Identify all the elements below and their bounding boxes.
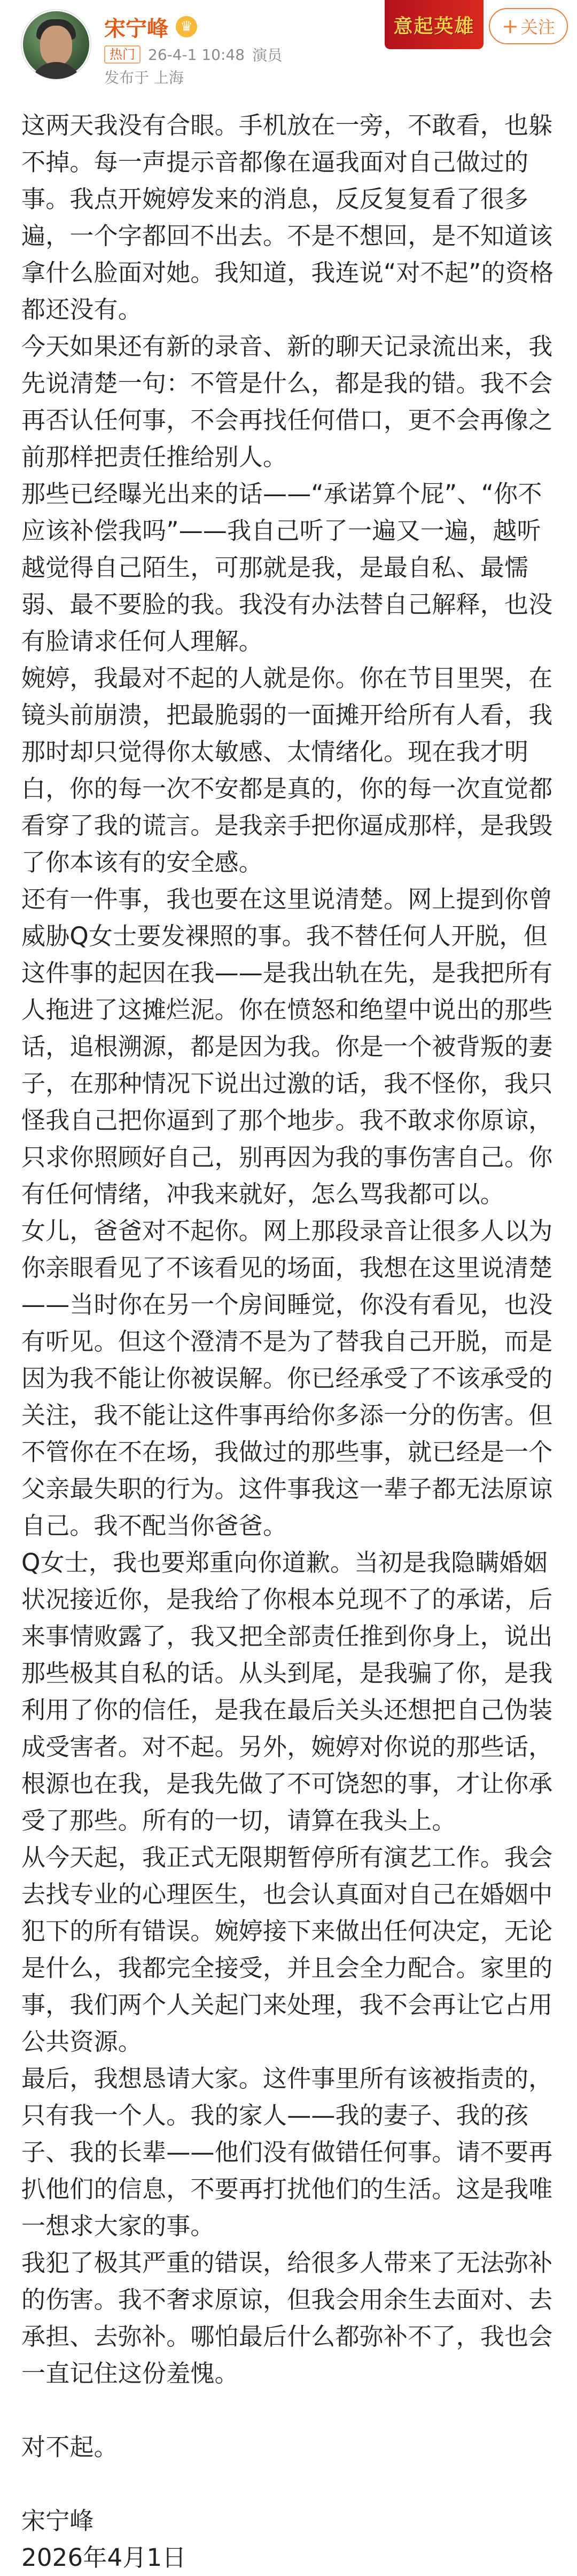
post-paragraph: 最后，我想恳请大家。这件事里所有该被指责的，只有我一个人。我的家人——我的妻子、我的孩子、我的长辈——他们没有做错任何事。请不要再扒他们的信息，不要再打扰他们的生活。这是我唯一想求大家的事。: [21, 2064, 553, 2240]
author-name-row: [104, 11, 197, 43]
follow-button[interactable]: [489, 8, 568, 44]
post-closing: 对不起。: [21, 2433, 118, 2461]
follow-button-label: 关注: [520, 17, 555, 37]
post-paragraph: 我犯了极其严重的错误，给很多人带来了无法弥补的伤害。我不奢求原谅，但我会用余生去面对、去承担、去弥补。哪怕最后什么都弥补不了，我也会一直记住这份羞愧。: [21, 2249, 553, 2387]
post-paragraph: Q女士，我也要郑重向你道歉。当初是我隐瞒婚姻状况接近你，是我给了你根本兑现不了的承诺，后来事情败露了，我又把全部责任推到你身上，说出那些极其自私的话。从头到尾，是我骗了你，是我利用了你的信任，是我在最后关头还想把自己伪装成受害者。对不起。另外，婉婷对你说的那些话，根源也在我，是我先做了不可饶恕的事，才让你承受了那些。所有的一切，请算在我头上。: [21, 1548, 553, 1835]
post-paragraph: 从今天起，我正式无限期暂停所有演艺工作。我会去找专业的心理医生，也会认真面对自己在婚姻中犯下的所有错误。婉婷接下来做出任何决定，无论是什么，我都完全接受，并且会全力配合。家里的事，我们两个人关起门来处理，我不会再让它占用公共资源。: [21, 1843, 553, 2056]
post-paragraph: 今天如果还有新的录音、新的聊天记录流出来，我先说清楚一句：不管是什么，都是我的错。我不会再否认任何事，不会再找任何借口，更不会再像之前那样把责任推给别人。: [21, 332, 553, 471]
author-role: 演员: [252, 46, 283, 64]
post-paragraph: 这两天我没有合眼。手机放在一旁，不敢看，也躲不掉。每一声提示音都像在逼我面对自己做过的事。我点开婉婷发来的消息，反反复复看了很多遍，一个字都回不出去。不是不想回，是不知道该拿什么脸面对她。我知道，我连说“对不起”的资格都还没有。: [21, 111, 554, 324]
post-location-row: [104, 66, 184, 88]
post-timestamp: 26-4-1 10:48: [148, 45, 245, 64]
avatar-body: [29, 62, 83, 79]
post-location: 发布于 上海: [104, 69, 184, 87]
post-body: [21, 107, 561, 2576]
author-name[interactable]: 宋宁峰: [104, 16, 168, 41]
post-paragraph: 婉婷，我最对不起的人就是你。你在节目里哭，在镜头前崩溃，把最脆弱的一面摊开给所有人看，我那时却只觉得你太敏感、太情绪化。现在我才明白，你的每一次不安都是真的，你的每一次直觉都看穿了我的谎言。是我亲手把你逼成那样，是我毁了你本该有的安全感。: [21, 664, 553, 876]
post-header: [0, 0, 577, 93]
spacer: [21, 2465, 561, 2502]
hot-badge: 热门: [104, 45, 141, 64]
post-paragraph: 还有一件事，我也要在这里说清楚。网上提到你曾威胁Q女士要发裸照的事。我不替任何人开脱，但这件事的起因在我——是我出轨在先，是我把所有人拖进了这摊烂泥。你在愤怒和绝望中说出的那些话，追根溯源，都是因为我。你是一个被背叛的妻子，在那种情况下说出过激的话，我不怪你，我只怪我自己把你逼到了那个地步。我不敢求你原谅，只求你照顾好自己，别再因为我的事伤害自己。你有任何情绪，冲我来就好，怎么骂我都可以。: [21, 885, 553, 1208]
spacer: [21, 2392, 561, 2429]
plus-icon: +: [502, 14, 519, 38]
crown-icon: ♛: [176, 16, 197, 37]
post-date: 2026年4月1日: [21, 2543, 186, 2572]
decorative-banner: [385, 0, 484, 49]
post-paragraph: 女儿，爸爸对不起你。网上那段录音让很多人以为你亲眼看见了不该看见的场面，我想在这里说清楚——当时你在另一个房间睡觉，你没有看见，也没有听见。但这个澄清不是为了替我自己开脱，而是因为我不能让你被误解。你已经承受了不该承受的关注，我不能让这件事再给你多添一分的伤害。但不管你在不在场，我做过的那些事，就已经是一个父亲最失职的行为。这件事我这一辈子都无法原谅自己。我不配当你爸爸。: [21, 1217, 553, 1540]
post-meta-row: [104, 44, 282, 65]
avatar[interactable]: [21, 10, 91, 79]
post-signature: 宋宁峰: [21, 2507, 94, 2535]
post-paragraph: 那些已经曝光出来的话——“承诺算个屁”、“你不应该补偿我吗”——我自己听了一遍又一遍，越听越觉得自己陌生，可那就是我，是最自私、最懦弱、最不要脸的我。我没有办法替自己解释，也没有脸请求任何人理解。: [21, 480, 553, 655]
avatar-face: [40, 26, 72, 66]
banner-text: 意起英雄: [393, 14, 475, 37]
